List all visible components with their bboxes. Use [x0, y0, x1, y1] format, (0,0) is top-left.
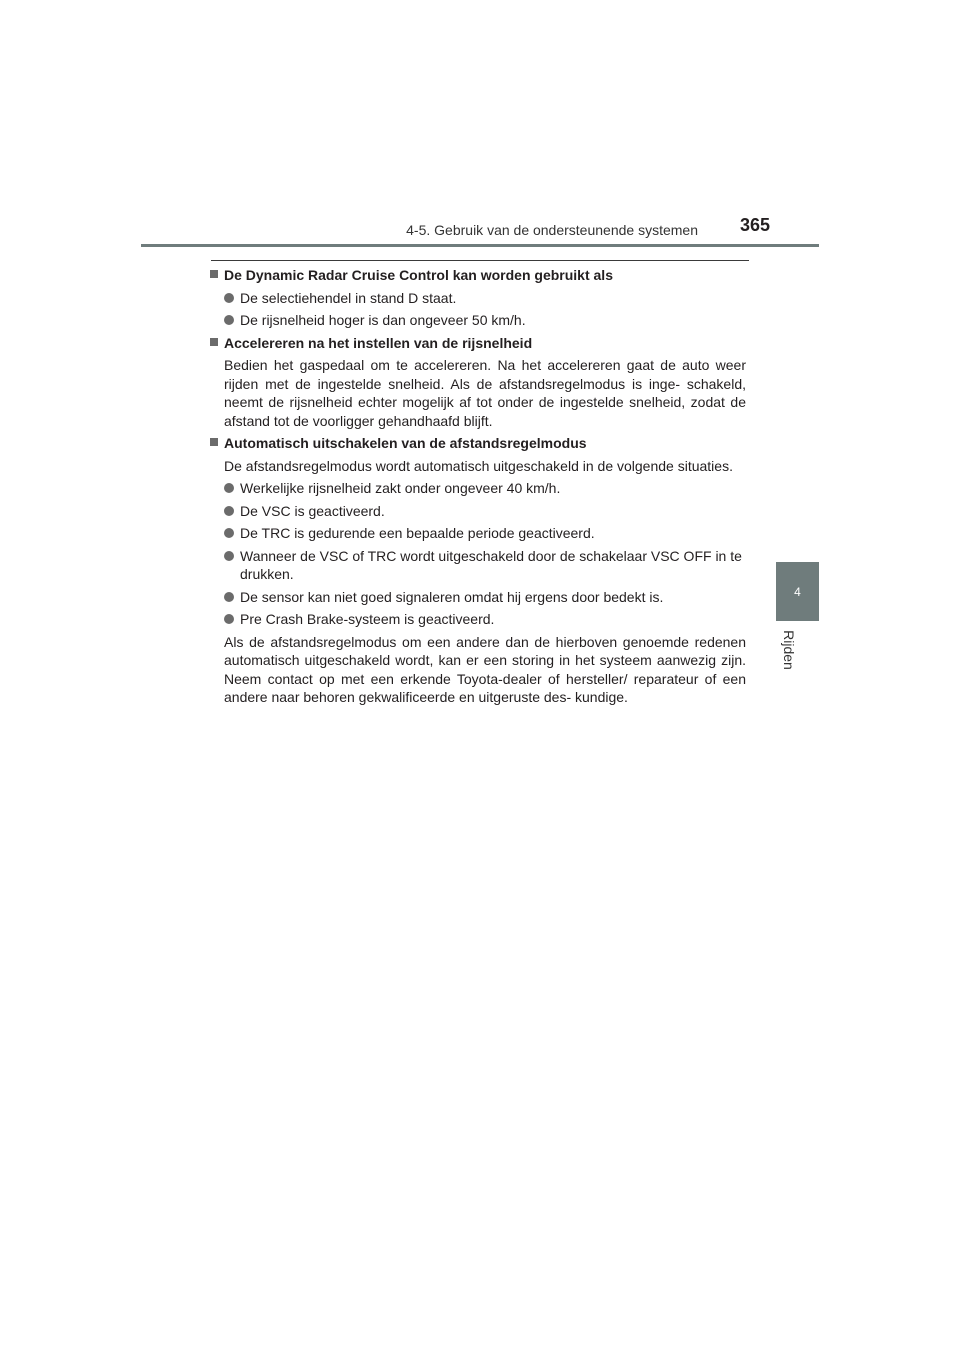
- paragraph: Als de afstandsregelmodus om een andere dan de hierboven genoemde redenen automatisch uitgeschakeld wordt, kan er een storing in het systeem aanwezig zijn. Neem contact op met een erkende Toyota-dealer of hersteller/ reparateur of een andere naar behoren gekwalificeerde en uitgeruste des- kundige.: [224, 633, 746, 705]
- header-section-title: 4-5. Gebruik van de ondersteunende systemen: [406, 222, 698, 238]
- round-bullet-icon: [224, 483, 234, 493]
- list-item: [224, 524, 746, 543]
- list-item: [224, 502, 746, 521]
- list-item-text: De rijsnelheid hoger is dan ongeveer 50 km/h.: [240, 312, 526, 328]
- chapter-number: 4: [794, 584, 801, 599]
- round-bullet-icon: [224, 614, 234, 624]
- list-item: [224, 289, 746, 308]
- page-number: 365: [740, 215, 771, 235]
- page-content: [210, 266, 746, 711]
- round-bullet-icon: [224, 528, 234, 538]
- list-item-text: Werkelijke rijsnelheid zakt onder ongeveer 40 km/h.: [240, 480, 561, 496]
- round-bullet-icon: [224, 551, 234, 561]
- chapter-tab: [776, 562, 819, 621]
- list-item: [224, 479, 746, 498]
- section-heading-text: De Dynamic Radar Cruise Control kan worden gebruikt als: [224, 267, 613, 283]
- section-heading: [210, 434, 746, 453]
- section-heading-text: Automatisch uitschakelen van de afstandsregelmodus: [224, 435, 587, 451]
- chapter-label: Rijden: [781, 630, 797, 670]
- square-bullet-icon: [210, 270, 218, 278]
- list-item: [224, 610, 746, 629]
- list-item-text: De VSC is geactiveerd.: [240, 502, 385, 519]
- list-item-text: Wanneer de VSC of TRC wordt uitgeschakeld door de schakelaar VSC OFF in te drukken.: [240, 547, 742, 582]
- square-bullet-icon: [210, 438, 218, 446]
- section-heading: [210, 266, 746, 285]
- square-bullet-icon: [210, 338, 218, 346]
- round-bullet-icon: [224, 506, 234, 516]
- section-heading: [210, 334, 746, 353]
- list-item-text: Pre Crash Brake-systeem is geactiveerd.: [240, 611, 495, 627]
- paragraph: De afstandsregelmodus wordt automatisch uitgeschakeld in de volgende situaties.: [224, 457, 733, 474]
- list-item-text: De TRC is gedurende een bepaalde periode geactiveerd.: [240, 525, 595, 541]
- round-bullet-icon: [224, 315, 234, 325]
- list-item: [224, 547, 746, 584]
- round-bullet-icon: [224, 592, 234, 602]
- section-heading-text: Accelereren na het instellen van de rijsnelheid: [224, 334, 533, 351]
- header-rule: [141, 244, 819, 247]
- section-rule: [211, 260, 749, 261]
- list-item: [224, 588, 746, 607]
- list-item-text: De selectiehendel in stand D staat.: [240, 289, 457, 306]
- list-item: [224, 311, 746, 330]
- list-item-text: De sensor kan niet goed signaleren omdat hij ergens door bedekt is.: [240, 588, 664, 605]
- paragraph: Bedien het gaspedaal om te accelereren. Na het accelereren gaat de auto weer rijden met de ingestelde snelheid. Als de afstandsregelmodus is inge- schakeld, neemt de rijsnelheid echter mogelijk af tot onder de ingestelde snelheid, zodat de afstand tot de voorligger gehandhaafd blijft.: [224, 357, 746, 429]
- round-bullet-icon: [224, 293, 234, 303]
